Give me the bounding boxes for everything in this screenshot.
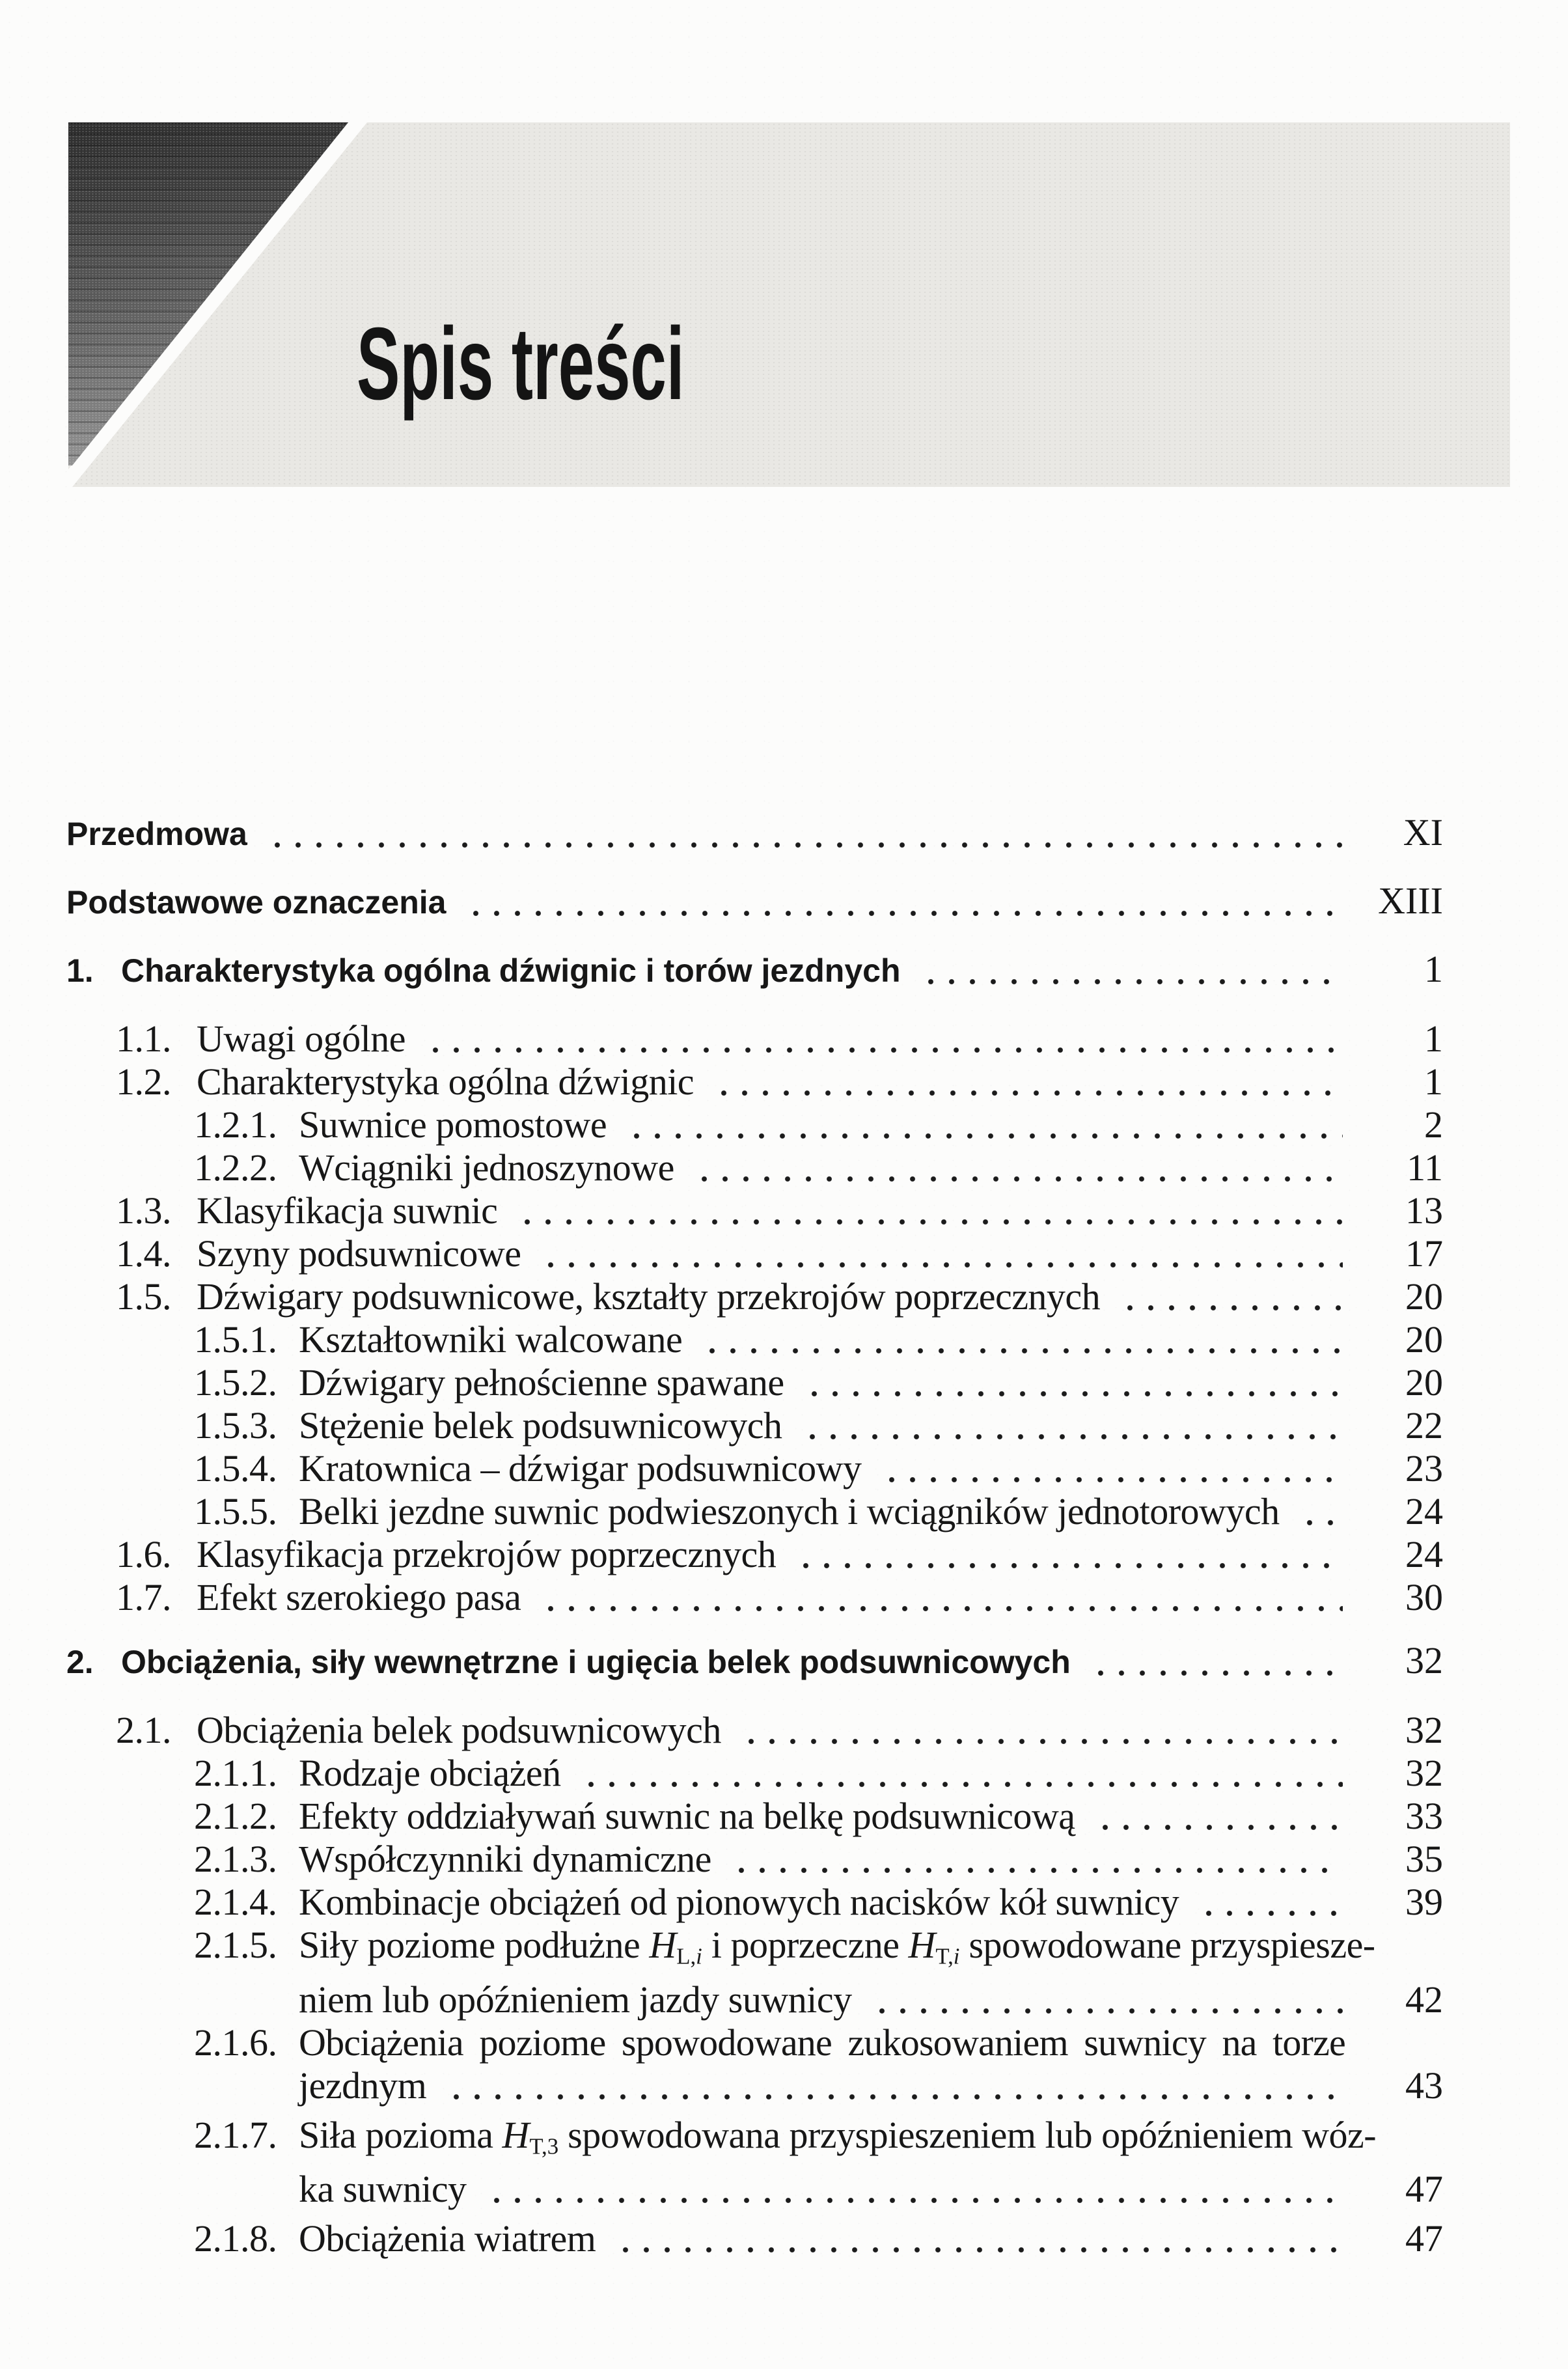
- page-number: 1: [1424, 948, 1443, 990]
- toc-entry-number: 1.4.: [116, 1232, 171, 1275]
- page-number: 47: [1405, 2217, 1443, 2260]
- toc-entry-2-1-6: [66, 2021, 1443, 2107]
- toc-entry-text: Kształtowniki walcowane: [299, 1318, 683, 1361]
- dot-leader: [540, 1605, 1343, 1612]
- toc-entry-2-1-2: [66, 1795, 1443, 1838]
- toc-entry-line: [66, 1490, 1443, 1533]
- toc-entry-line: [66, 1404, 1443, 1447]
- toc-entry-text: Charakterystyka ogólna dźwignic: [197, 1060, 695, 1103]
- toc-entry-number: 1.5.3.: [194, 1404, 277, 1447]
- toc-entry-line: [66, 880, 1443, 924]
- toc-entry-number: 1.2.1.: [194, 1103, 277, 1146]
- toc-entry-2-1-5: [66, 1924, 1443, 2021]
- page-number: 20: [1405, 1318, 1443, 1361]
- toc-entry-line: [66, 1103, 1443, 1146]
- dot-leader: [881, 1476, 1343, 1483]
- toc-entry-number: 1.5.5.: [194, 1490, 277, 1532]
- toc-entry-number: 2.1.2.: [194, 1795, 277, 1837]
- dot-leader: [465, 910, 1343, 917]
- toc-entry-text: Szyny podsuwnicowe: [197, 1232, 521, 1275]
- toc-entry-text: Obciążenia poziome spowodowane zukosowaniem suwnicy na torze: [299, 2021, 1345, 2064]
- dot-leader: [713, 1090, 1343, 1096]
- toc-entry-1-5-2: [66, 1361, 1443, 1404]
- dot-leader: [581, 1781, 1343, 1788]
- toc-entry-1-5-3: [66, 1404, 1443, 1447]
- toc-entry-1-7: [66, 1576, 1443, 1619]
- toc-entry-line: [66, 1018, 1443, 1060]
- toc-entry-2-1-8: [66, 2217, 1443, 2260]
- toc-entry-text: Siły poziome podłużne $H_{L,i}$ i poprzeczne $H_{T,i}$ spowodowane przyspiesze-: [299, 1924, 1375, 1969]
- toc-entry-number: 2.1.1.: [194, 1752, 277, 1794]
- page-number: 30: [1405, 1576, 1443, 1618]
- toc-entry-line: [66, 2217, 1443, 2260]
- page-number: 35: [1405, 1838, 1443, 1880]
- toc-entry-text: Kratownica – dźwigar podsuwnicowy: [299, 1447, 862, 1489]
- page-number: 17: [1405, 1232, 1443, 1275]
- toc-entry-text: Współczynniki dynamiczne: [299, 1838, 711, 1880]
- toc-entry-przedmowa: [66, 811, 1443, 855]
- toc-entry-number: 1.5.1.: [194, 1318, 277, 1361]
- page-number: 24: [1405, 1533, 1443, 1575]
- toc-entry-line: [66, 948, 1443, 992]
- dot-leader: [795, 1562, 1343, 1569]
- toc-entry-podstawowe-oznaczenia: [66, 880, 1443, 924]
- toc-entry-text: niem lub opóźnieniem jazdy suwnicy: [299, 1978, 852, 2021]
- page-number: 20: [1405, 1275, 1443, 1318]
- toc-entry-line: [66, 2021, 1443, 2064]
- toc-entry-number: 2.1.3.: [194, 1838, 277, 1880]
- toc-entry-text: Przedmowa: [66, 816, 247, 852]
- toc-entry-text: Dźwigary pełnościenne spawane: [299, 1361, 784, 1404]
- toc-entry-1-3: [66, 1189, 1443, 1232]
- toc-entry-number: 2.: [66, 1644, 94, 1680]
- page-number: 39: [1405, 1881, 1443, 1923]
- toc-entry-1-5-1: [66, 1318, 1443, 1361]
- page-number: 1: [1424, 1018, 1443, 1060]
- toc-entry-number: 1.7.: [116, 1576, 171, 1618]
- dot-leader: [1090, 1670, 1343, 1676]
- toc-entry-1-5-4: [66, 1447, 1443, 1490]
- toc-entry-number: 1.5.2.: [194, 1361, 277, 1404]
- dot-leader: [920, 978, 1343, 985]
- page-number: 32: [1405, 1752, 1443, 1794]
- toc-entry-text: Wciągniki jednoszynowe: [299, 1146, 674, 1189]
- toc-entry-line: [66, 1576, 1443, 1619]
- toc-entry-1-6: [66, 1533, 1443, 1576]
- toc-entry-line: [66, 1533, 1443, 1576]
- toc-entry-number: 1.2.: [116, 1060, 171, 1103]
- toc-entry-text: Efekty oddziaływań suwnic na belkę podsuwnicową: [299, 1795, 1075, 1837]
- toc-entry-line: [66, 1189, 1443, 1232]
- toc-entry-2-1-3: [66, 1838, 1443, 1881]
- page-number: 20: [1405, 1361, 1443, 1404]
- page-number: 47: [1405, 2168, 1443, 2211]
- toc-entry-text: Suwnice pomostowe: [299, 1103, 607, 1146]
- dot-leader: [1299, 1519, 1343, 1526]
- toc-entry-line: [66, 1275, 1443, 1318]
- toc-entry-line: [66, 1881, 1443, 1924]
- header-banner: [68, 122, 1510, 487]
- toc-entry-number: 2.1.4.: [194, 1881, 277, 1923]
- toc-entry-1-2-2: [66, 1146, 1443, 1189]
- dot-leader: [1120, 1305, 1343, 1311]
- dot-leader: [486, 2197, 1343, 2204]
- toc-entry-text: Rodzaje obciążeń: [299, 1752, 561, 1794]
- toc-entry-1-2-1: [66, 1103, 1443, 1146]
- toc-entry-number: 2.1.8.: [194, 2217, 277, 2260]
- toc-entry-1-4: [66, 1232, 1443, 1275]
- toc-entry-text: Podstawowe oznaczenia: [66, 884, 447, 921]
- toc-entry-number: 1.6.: [116, 1533, 171, 1575]
- toc-entry-line: [66, 811, 1443, 855]
- toc-entry-1-5: [66, 1275, 1443, 1318]
- toc-entry-1-1: [66, 1018, 1443, 1060]
- dot-leader: [267, 842, 1343, 848]
- page-number: 22: [1405, 1404, 1443, 1447]
- dot-leader: [425, 1047, 1343, 1053]
- toc-entry-number: 2.1.: [116, 1709, 171, 1751]
- toc-entry-text: Klasyfikacja przekrojów poprzecznych: [197, 1533, 777, 1575]
- toc-entry-2-1-1: [66, 1752, 1443, 1795]
- toc-entry-line: [66, 1060, 1443, 1103]
- toc-entry-number: 1.3.: [116, 1189, 171, 1232]
- toc-entry-text: Obciążenia wiatrem: [299, 2217, 596, 2260]
- toc-entry-1-2: [66, 1060, 1443, 1103]
- toc-entry-number: 2.1.7.: [194, 2113, 277, 2156]
- page-number: 2: [1424, 1103, 1443, 1146]
- dot-leader: [731, 1867, 1343, 1874]
- toc-entry-line: [66, 1447, 1443, 1490]
- page-number: 42: [1405, 1978, 1443, 2021]
- toc-entry-text: Belki jezdne suwnic podwieszonych i wciągników jednotorowych: [299, 1490, 1280, 1532]
- toc-entry-line: [66, 1639, 1443, 1683]
- dot-leader: [1095, 1824, 1343, 1831]
- page-number: 32: [1405, 1709, 1443, 1751]
- toc-entry-text: Kombinacje obciążeń od pionowych nacisków kół suwnicy: [299, 1881, 1179, 1923]
- dot-leader: [694, 1176, 1343, 1182]
- toc-entry-line: [66, 1232, 1443, 1275]
- page-number: XIII: [1378, 880, 1443, 922]
- toc-entry-text: Charakterystyka ogólna dźwignic i torów jezdnych: [121, 952, 901, 989]
- dot-leader: [872, 2008, 1343, 2014]
- page-number: 23: [1405, 1447, 1443, 1489]
- toc-entry-number: 1.1.: [116, 1018, 171, 1060]
- dot-leader: [741, 1738, 1343, 1745]
- toc-entry-text: Obciążenia belek podsuwnicowych: [197, 1709, 721, 1751]
- dot-leader: [540, 1262, 1343, 1268]
- toc-entry-2-1-4: [66, 1881, 1443, 1924]
- toc-entry-text: Uwagi ogólne: [197, 1018, 406, 1060]
- toc-entry-text: Efekt szerokiego pasa: [197, 1576, 521, 1618]
- toc-entry-number: 1.5.4.: [194, 1447, 277, 1489]
- toc-entry-line: [66, 1146, 1443, 1189]
- toc-entry-2-1-7: [66, 2114, 1443, 2211]
- toc-entry-number: 1.: [66, 952, 94, 989]
- page-number: 32: [1405, 1639, 1443, 1682]
- toc-entry-line: [66, 1361, 1443, 1404]
- dot-leader: [446, 2094, 1343, 2100]
- toc-entry-line: [66, 2064, 1443, 2107]
- dot-leader: [626, 1133, 1343, 1139]
- page-title: Spis treści: [357, 306, 685, 421]
- toc-entry-line: [66, 1838, 1443, 1881]
- toc-entry-text: jezdnym: [299, 2064, 427, 2107]
- toc-entry-1-5-5: [66, 1490, 1443, 1533]
- toc-entry-line: [66, 1709, 1443, 1752]
- toc-entry-text: Dźwigary podsuwnicowe, kształty przekrojów poprzecznych: [197, 1275, 1101, 1318]
- toc-entry-text: ka suwnicy: [299, 2168, 467, 2211]
- dot-leader: [517, 1219, 1343, 1225]
- dot-leader: [1198, 1910, 1343, 1917]
- page-number: 13: [1405, 1189, 1443, 1232]
- page-number: XI: [1403, 811, 1443, 853]
- dot-leader: [802, 1434, 1343, 1440]
- toc-entry-number: 2.1.5.: [194, 1924, 277, 1966]
- toc-entry-2: [66, 1639, 1443, 1683]
- toc-entry-line: [66, 1924, 1443, 1978]
- toc-list: [66, 811, 1443, 2260]
- page-number: 24: [1405, 1490, 1443, 1532]
- toc-entry-line: [66, 1978, 1443, 2021]
- toc-entry-number: 1.2.2.: [194, 1146, 277, 1189]
- page-number: 43: [1405, 2064, 1443, 2107]
- page-number: 11: [1407, 1146, 1443, 1189]
- dot-leader: [615, 2247, 1343, 2253]
- toc-entry-line: [66, 2114, 1443, 2168]
- toc-entry-number: 1.5.: [116, 1275, 171, 1318]
- toc-entry-line: [66, 1752, 1443, 1795]
- toc-entry-text: Klasyfikacja suwnic: [197, 1189, 498, 1232]
- toc-entry-number: 2.1.6.: [194, 2021, 277, 2064]
- toc-entry-text: Obciążenia, siły wewnętrzne i ugięcia belek podsuwnicowych: [121, 1644, 1071, 1680]
- toc-entry-text: Siła pozioma $H_{T,3}$ spowodowana przyspieszeniem lub opóźnieniem wóz-: [299, 2113, 1377, 2159]
- dot-leader: [702, 1348, 1343, 1354]
- toc-entry-2-1: [66, 1709, 1443, 1752]
- dot-leader: [804, 1391, 1343, 1397]
- toc-entry-1: [66, 948, 1443, 992]
- toc-entry-line: [66, 1795, 1443, 1838]
- toc-entry-line: [66, 2168, 1443, 2211]
- toc-entry-line: [66, 1318, 1443, 1361]
- toc-entry-text: Stężenie belek podsuwnicowych: [299, 1404, 782, 1447]
- page-number: 33: [1405, 1795, 1443, 1837]
- page-number: 1: [1424, 1060, 1443, 1103]
